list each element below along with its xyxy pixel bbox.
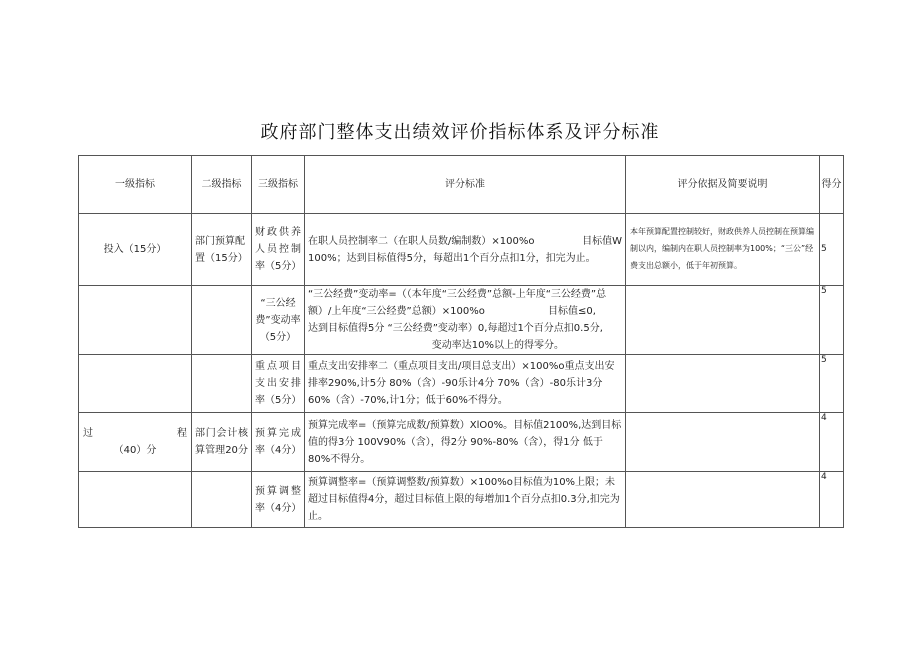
row3-level2	[192, 355, 252, 413]
header-criteria: 评分标准	[305, 156, 626, 214]
row5-basis	[626, 472, 820, 528]
evaluation-table	[78, 155, 844, 528]
row4-level1-char-a: 过	[83, 428, 93, 439]
row3-score: 5	[820, 355, 844, 413]
row5-criteria: 预算调整率=（预算调整数/预算数）×100%o目标值为10%上限；未超过目标值得4分，超过目标值上限的每增加1个百分点扣0.3分,扣完为止。	[305, 472, 626, 528]
row4-score: 4	[820, 413, 844, 472]
row3-criteria: 重点支出安排率二（重点项目支出/项目总支出）×100%o重点支出安排率290%,计5分 80%（含）-90乐计4分 70%（含）-80乐计3分 60%（含）-70%,计1分；低于60%不得分。	[305, 355, 626, 413]
header-basis: 评分依据及简要说明	[626, 156, 820, 214]
row1-score: 5	[820, 214, 844, 286]
table-row	[79, 286, 844, 355]
header-score: 得分	[820, 156, 844, 214]
table-row	[79, 355, 844, 413]
row4-level3: 预算完成率（4分）	[252, 413, 305, 472]
row5-level1	[79, 472, 192, 528]
table-row	[79, 214, 844, 286]
row1-criteria	[305, 214, 626, 286]
row5-level2	[192, 472, 252, 528]
row4-level1-bottom: （40）分	[113, 445, 157, 456]
row2-criteria-rule: 达到目标值得5分 “三公经费”变动率）0,每超过1个百分点扣0.5分,	[308, 323, 603, 334]
row1-basis: 本年预算配置控制较好，财政供养人员控制在预算编制以内，编制内在职人员控制率为100%；“三公”经费支出总额小，低于年初预算。	[626, 214, 820, 286]
row2-level1	[79, 286, 192, 355]
table-row	[79, 472, 844, 528]
row3-level3: 重点项目支出安排率（5分）	[252, 355, 305, 413]
row1-criteria-target: 目标值W	[582, 235, 622, 247]
header-row	[79, 156, 844, 214]
row3-level1	[79, 355, 192, 413]
row4-criteria: 预算完成率=（预算完成数/预算数）XlO0%。目标值2100%,达到目标值的得3分 100V90%（含），得2分 90%-80%（含），得1分 低于80%不得分。	[305, 413, 626, 472]
row3-basis	[626, 355, 820, 413]
row4-level1-top	[79, 425, 191, 442]
row1-criteria-formula: 在职人员控制率二（在职人员数/编制数）×100%o	[308, 235, 535, 247]
row5-level3: 预算调整率（4分）	[252, 472, 305, 528]
header-level1: 一级指标	[79, 156, 192, 214]
row1-criteria-rule: 100%；达到目标值得5分，每超出1个百分点扣1分，扣完为止。	[308, 252, 596, 264]
page-title: 政府部门整体支出绩效评价指标体系及评分标准	[260, 122, 660, 143]
row1-level1: 投入（15分）	[79, 214, 192, 286]
row2-score: 5	[820, 286, 844, 355]
row2-level2	[192, 286, 252, 355]
row1-level3: 财政供养人员控制率（5分）	[252, 214, 305, 286]
row2-basis	[626, 286, 820, 355]
row4-level1	[79, 413, 192, 472]
row1-level2: 部门预算配置（15分）	[192, 214, 252, 286]
row4-basis	[626, 413, 820, 472]
row2-criteria-formula: “三公经费”变动率=（（本年度“三公经费”总额-上年度“三公经费”总额）/上年度“三公经费”总额）×100%o 目标值≤0,	[308, 289, 607, 317]
header-level2: 二级指标	[192, 156, 252, 214]
row2-criteria-note: 变动率达10%以上的得零分。	[431, 340, 564, 351]
row2-criteria-target: 目标值≤0,	[548, 306, 596, 317]
header-level3: 三级指标	[252, 156, 305, 214]
row2-level3: “三公经费”变动率（5分）	[252, 286, 305, 355]
row2-criteria	[305, 286, 626, 355]
row4-level2: 部门会计核算管理20分	[192, 413, 252, 472]
table-row	[79, 413, 844, 472]
row5-score: 4	[820, 472, 844, 528]
row4-level1-char-b: 程	[177, 428, 187, 439]
